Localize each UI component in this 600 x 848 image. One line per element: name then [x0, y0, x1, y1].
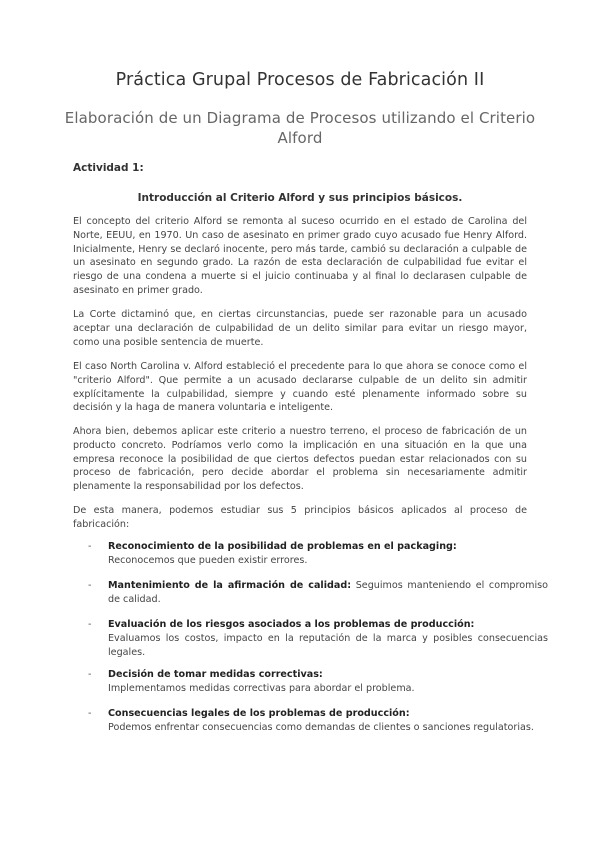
list-item-heading: Decisión de tomar medidas correctivas:: [108, 669, 323, 680]
list-item-body: [108, 707, 548, 735]
dash-bullet: -: [88, 541, 92, 552]
list-item-text: Reconocemos que pueden existir errores.: [108, 554, 308, 566]
list-item: [88, 668, 548, 696]
activity-label: Actividad 1:: [73, 162, 144, 174]
list-item: [88, 707, 548, 735]
dash-bullet: -: [88, 619, 92, 630]
paragraph: Ahora bien, debemos aplicar este criterio a nuestro terreno, el proceso de fabricación de un producto concreto. Podríamos verlo como la implicación en una situación en la que una empresa reconoce la posibilidad de que ciertos defectos puedan estar relacionados con su proceso de fabricación, pero decide abordar el problema sin necesariamente admitir plenamente la responsabilidad por los defectos.: [73, 426, 527, 493]
dash-bullet: -: [88, 669, 92, 680]
list-item-heading: Evaluación de los riesgos asociados a los problemas de producción:: [108, 619, 475, 630]
dash-bullet: -: [88, 580, 92, 591]
dash-bullet: -: [88, 708, 92, 719]
paragraph: La Corte dictaminó que, en ciertas circunstancias, puede ser razonable para un acusado aceptar una declaración de culpabilidad de un delito similar para evitar un riesgo mayor, como una posible sentencia de muerte.: [73, 309, 527, 348]
list-item: [88, 618, 548, 659]
list-item-body: [108, 668, 548, 696]
list-item-body: [108, 618, 548, 659]
list-item-text: Evaluamos los costos, impacto en la reputación de la marca y posibles consecuencias legales.: [108, 632, 548, 658]
list-item-body: [108, 540, 548, 568]
list-item: [88, 579, 548, 607]
list-item-heading: Consecuencias legales de los problemas de producción:: [108, 708, 410, 719]
document-subtitle: Elaboración de un Diagrama de Procesos utilizando el Criterio Alford: [64, 109, 536, 147]
list-item-text: Implementamos medidas correctivas para abordar el problema.: [108, 682, 415, 694]
list-item-text: Podemos enfrentar consecuencias como demandas de clientes o sanciones regulatorias.: [108, 721, 534, 733]
list-item-heading: Mantenimiento de la afirmación de calidad:: [108, 580, 352, 591]
section-heading: Introducción al Criterio Alford y sus principios básicos.: [137, 192, 463, 204]
list-item-heading: Reconocimiento de la posibilidad de problemas en el packaging:: [108, 541, 457, 552]
paragraph: El caso North Carolina v. Alford estableció el precedente para lo que ahora se conoce como el "criterio Alford". Que permite a un acusado declararse culpable de un delito sin admitir explícitamente la culpabilidad, siempre y cuando esté plenamente informado sobre su decisión y la haga de manera voluntaria e inteligente.: [73, 361, 527, 414]
list-item-body: [108, 579, 548, 607]
paragraph: El concepto del criterio Alford se remonta al suceso ocurrido en el estado de Carolina del Norte, EEUU, en 1970. Un caso de asesinato en primer grado cuyo acusado fue Henry Alford. Inicialmente, Henry se declaró inocente, pero más tarde, cambió su declaración a culpable de un asesinato en segundo grado. La razón de esta declaración de culpabilidad fue evitar el riesgo de una condena a muerte si el juicio continuaba y al final lo declarasen culpable de asesinato en primer grado.: [73, 216, 527, 296]
list-item-text: Seguimos manteniendo el compromiso de calidad.: [108, 580, 548, 605]
list-item: [88, 540, 548, 568]
paragraph: De esta manera, podemos estudiar sus 5 principios básicos aplicados al proceso de fabricación:: [73, 505, 527, 530]
document-title: Práctica Grupal Procesos de Fabricación II: [115, 70, 485, 90]
